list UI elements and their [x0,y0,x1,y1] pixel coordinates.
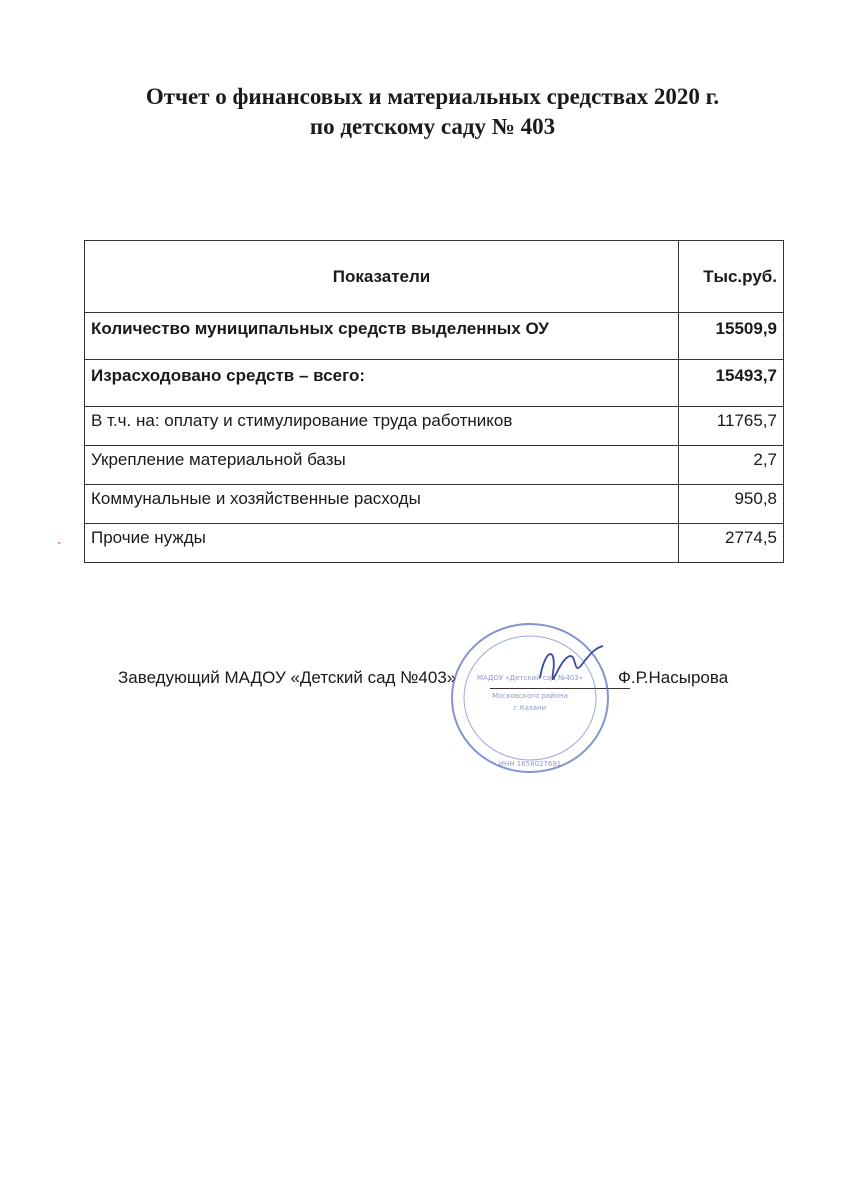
stamp-line-3: г.Казани [513,704,547,712]
table-row [85,446,784,485]
column-header-unit: Тыс.руб. [679,241,784,313]
row-value: 2,7 [679,446,784,485]
table-row [85,485,784,524]
row-label: Коммунальные и хозяйственные расходы [85,485,679,524]
row-value: 950,8 [679,485,784,524]
row-label: Израсходовано средств – всего: [85,360,679,407]
table-header-row [85,241,784,313]
row-label: Количество муниципальных средств выделенных ОУ [85,313,679,360]
signatory-position: Заведующий МАДОУ «Детский сад №403» [118,668,457,687]
row-value: 15493,7 [679,360,784,407]
financial-report-table [84,240,784,563]
stamp-line-1: МАДОУ «Детский сад №403» [477,674,583,682]
table-row [85,360,784,407]
table-row [85,524,784,563]
title-line-2: по детскому саду № 403 [309,114,556,139]
official-seal-stamp [445,618,615,778]
signatory-name: Ф.Р.Насырова [618,668,729,687]
row-label: Укрепление материальной базы [85,446,679,485]
column-header-indicators: Показатели [85,241,679,313]
row-value: 2774,5 [679,524,784,563]
document-title [0,82,865,142]
row-value: 15509,9 [679,313,784,360]
stamp-line-2: Московского района [492,692,568,700]
table-row [85,313,784,360]
row-label: Прочие нужды [85,524,679,563]
stamp-line-4: ИНН 1658027691 [498,760,562,768]
row-label: В т.ч. на: оплату и стимулирование труда работников [85,407,679,446]
title-line-1: Отчет о финансовых и материальных средствах 2020 г. [145,84,720,109]
table-row [85,407,784,446]
margin-mark: ˎ [57,530,62,545]
row-value: 11765,7 [679,407,784,446]
